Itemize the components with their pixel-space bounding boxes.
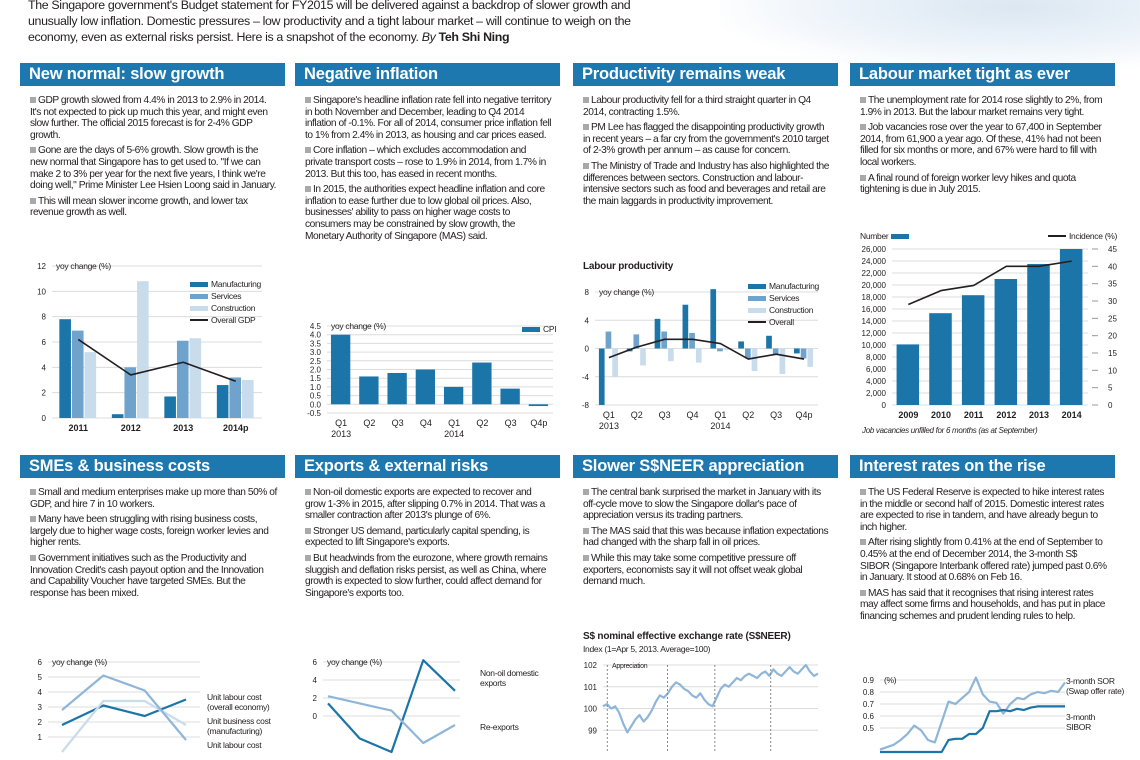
- bullet-icon: [305, 555, 311, 561]
- section-new-normal-slow-growth: [20, 63, 285, 223]
- y-tick-label: 99: [588, 726, 597, 736]
- x-tick-label: Q4: [419, 418, 432, 428]
- bullet-icon: [583, 163, 589, 169]
- y-tick-label: 2: [37, 718, 42, 727]
- legend-swatch-icon: [190, 306, 208, 311]
- x-tick-label: 2009: [898, 410, 919, 420]
- y-tick-label: 3.0: [309, 348, 321, 358]
- paragraph: The US Federal Reserve is expected to hike interest rates in the middle or second half of 2015. Domestic interest rates are expected to rise in tandem, and have already begun to inch higher.: [860, 487, 1104, 533]
- paragraph: Small and medium enterprises make up more than 50% of GDP, and hire 7 in 10 workers.: [30, 487, 277, 510]
- legend-line-icon: [190, 319, 208, 321]
- bar-manufacturing: [738, 341, 744, 348]
- y-axis-label: yoy change (%): [52, 657, 107, 667]
- legend-item: Services: [748, 293, 799, 303]
- bar-cpi: [444, 387, 463, 404]
- paragraph: While this may take some competitive pressure off exporters, economists say it will not offset weak global demand much.: [583, 552, 803, 588]
- series-label: Non-oil domestic exports: [480, 668, 539, 688]
- x-tick-label: Q3: [770, 410, 783, 420]
- y-tick-label: 0: [881, 401, 886, 410]
- bar-services: [801, 349, 807, 359]
- y2-tick-label: 0: [1108, 401, 1113, 410]
- bullet-icon: [305, 147, 311, 153]
- bar-services: [773, 349, 779, 355]
- x-tick-label: 2011: [963, 410, 984, 420]
- y-tick-label: 6,000: [865, 365, 886, 374]
- y-tick-label: 12,000: [861, 329, 886, 338]
- y-tick-label: -0.5: [307, 409, 321, 418]
- section-body: [295, 86, 560, 242]
- bar-construction: [242, 380, 254, 418]
- x-tick-label: Q1: [714, 410, 727, 420]
- series-label: Unit business cost (manufacturing): [207, 716, 271, 736]
- line-unit-business-cost-manufacturing-: [62, 701, 186, 752]
- y-tick-label: 4: [584, 316, 589, 326]
- x-tick-label: Q1: [335, 418, 348, 428]
- paragraph: PM Lee has flagged the disappointing productivity growth in recent years – a far cry from the government's 2010 target of 2-3% growth per annum – as cause for concern.: [583, 122, 829, 157]
- bar-cpi: [387, 373, 406, 404]
- y-tick-label: 10: [37, 287, 46, 297]
- line-s-neer: [603, 665, 818, 732]
- series-label: Unit labour cost: [207, 740, 262, 750]
- line-non-oil-domestic-exports: [328, 660, 455, 752]
- bar-manufacturing: [683, 305, 689, 349]
- bullet-icon: [305, 528, 311, 534]
- bar-manufacturing: [164, 396, 176, 418]
- chart-subtitle: Index (1=Apr 5, 2013. Average=100): [583, 644, 711, 654]
- bullet-icon: [860, 539, 866, 545]
- bar-number: [962, 295, 985, 405]
- bar-services: [606, 332, 612, 349]
- y2-tick-label: 20: [1108, 331, 1117, 341]
- y-tick-label: 16,000: [861, 305, 886, 314]
- legend-swatch-icon: [190, 282, 208, 287]
- y-axis-label: yoy change (%): [327, 657, 382, 667]
- paragraph: A final round of foreign worker levy hikes and quota tightening is due in July 2015.: [860, 172, 1076, 196]
- section-smes-business-costs: [20, 455, 285, 603]
- bullet-icon: [583, 489, 589, 495]
- x-tick-label: Q3: [391, 418, 404, 428]
- x-tick-label: Q2: [476, 418, 489, 428]
- y-tick-label: 8: [41, 312, 46, 322]
- x-year-label: 2013: [598, 421, 619, 431]
- y-tick-label: 0.5: [309, 391, 321, 401]
- y-tick-label: 2: [312, 694, 317, 703]
- section-body: [850, 86, 1115, 196]
- y-tick-label: 1.5: [309, 374, 321, 384]
- bar-construction: [137, 281, 149, 418]
- bullet-icon: [583, 124, 589, 130]
- section-body: [20, 86, 285, 219]
- bullet-icon: [30, 516, 36, 522]
- y-tick-label: 0.6: [862, 712, 874, 721]
- section-header: Interest rates on the rise: [850, 455, 1115, 478]
- y-axis-label: yoy change (%): [331, 321, 386, 331]
- paragraph: Core inflation – which excludes accommodation and private transport costs – rose to 1.9% in 2014, from 1.7% in 2013. But this too, has eased in recent months.: [305, 145, 546, 180]
- bullet-icon: [860, 124, 866, 130]
- x-tick-label: 2014: [1061, 410, 1082, 420]
- legend-swatch-icon: [891, 234, 909, 239]
- section-body: [573, 478, 838, 588]
- y-tick-label: 8: [584, 288, 589, 297]
- section-interest-rates-on-the-rise: [850, 455, 1115, 627]
- y-axis-label: (%): [884, 675, 897, 685]
- y-tick-label: 10,000: [861, 341, 886, 350]
- legend-swatch-icon: [522, 327, 540, 332]
- bar-number: [995, 279, 1018, 405]
- paragraph: The MAS said that this was because inflation expectations had changed with the sharp fall in oil prices.: [583, 525, 829, 549]
- bar-number: [897, 344, 920, 405]
- bullet-icon: [583, 97, 589, 103]
- y-tick-label: 100: [583, 704, 597, 714]
- chart-cpi: [295, 318, 559, 443]
- x-year-label: 2014: [710, 421, 731, 431]
- paragraph: But headwinds from the eurozone, where growth remains sluggish and deflation risks persist, as well as China, where growth is expected to slow further, could affect demand for Singapore's exports too.: [305, 552, 548, 599]
- y-tick-label: 0.7: [862, 700, 874, 709]
- legend-item: Overall: [748, 317, 794, 327]
- bar-manufacturing: [794, 349, 800, 354]
- line-unit-labour-cost-overall-economy-: [62, 700, 186, 726]
- y-tick-label: 4: [37, 688, 42, 697]
- x-tick-label: Q3: [504, 418, 517, 428]
- x-tick-label: Q1: [448, 418, 461, 428]
- legend-item: Construction: [190, 303, 255, 313]
- chart-vac: [850, 240, 1117, 440]
- y-tick-label: 0: [312, 712, 317, 721]
- paragraph: Many have been struggling with rising business costs, largely due to higher wage costs, foreign worker levies and higher rents.: [30, 514, 269, 549]
- paragraph: Job vacancies rose over the year to 67,400 in September 2014, from 61,900 a year ago. Of these, 41% had not been filled for six months or more, and 67% were hard to fill with local workers.: [860, 122, 1102, 168]
- bar-construction: [780, 349, 786, 374]
- x-tick-label: Q4p: [530, 418, 548, 428]
- section-header: SMEs & business costs: [20, 455, 285, 478]
- section-slower-s-neer-appreciation: [573, 455, 838, 592]
- bullet-icon: [30, 198, 36, 204]
- x-tick-label: 2011: [68, 423, 89, 433]
- bullet-icon: [860, 97, 866, 103]
- y-tick-label: 6: [312, 658, 317, 667]
- y2-tick-label: 10: [1108, 366, 1117, 376]
- bar-construction: [696, 349, 702, 363]
- y-tick-label: 0.8: [862, 688, 874, 697]
- section-body: [573, 86, 838, 207]
- bar-construction: [752, 349, 758, 372]
- legend-item: Overall GDP: [190, 315, 255, 325]
- series-label: Unit labour cost (overall economy): [207, 692, 270, 712]
- bar-manufacturing: [112, 414, 124, 418]
- legend-item: Number: [860, 231, 909, 241]
- bullet-icon: [305, 489, 311, 495]
- x-tick-label: Q1: [602, 410, 615, 420]
- legend-item: CPI: [522, 324, 556, 334]
- bar-number: [1060, 249, 1083, 405]
- bar-cpi: [472, 363, 491, 405]
- y-tick-label: 18,000: [861, 293, 886, 302]
- paragraph: In 2015, the authorities expect headline inflation and core inflation to ease further due to low global oil prices. Also, businesses' ability to pass on higher wage costs to consumers may be constrained by slow growth, the Monetary Authority of Singapore (MAS) said.: [305, 184, 545, 242]
- legend-item: Services: [190, 291, 241, 301]
- section-exports-external-risks: [295, 455, 560, 603]
- bar-services: [689, 333, 695, 349]
- section-header: Exports & external risks: [295, 455, 560, 478]
- bar-cpi: [331, 335, 350, 405]
- y-tick-label: 2.5: [309, 356, 321, 366]
- bar-construction: [85, 352, 97, 418]
- series-label: 3-month SOR (Swap offer rate): [1066, 676, 1125, 696]
- bar-manufacturing: [766, 336, 772, 349]
- chart-title: Labour productivity: [583, 261, 674, 272]
- section-body: [295, 478, 560, 599]
- bar-construction: [807, 349, 813, 367]
- bar-cpi: [359, 376, 378, 404]
- y-tick-label: -4: [581, 372, 589, 382]
- x-tick-label: Q2: [363, 418, 376, 428]
- paragraph: The central bank surprised the market in January with its off-cycle move to slow the Singapore dollar's pace of appreciation versus its trading partners.: [583, 487, 821, 522]
- chart-caption: Job vacancies unfilled for 6 months (as at September): [862, 426, 1038, 435]
- y-tick-label: 4: [312, 676, 317, 685]
- bar-manufacturing: [710, 289, 716, 348]
- x-tick-label: 2012: [996, 410, 1017, 420]
- y-tick-label: 5: [37, 673, 42, 682]
- bar-construction: [190, 338, 202, 418]
- legend-item: Incidence (%): [1048, 231, 1117, 241]
- paragraph: Government initiatives such as the Productivity and Innovation Credit's cash payout option and the Innovation and Capability Voucher have targeted SMEs. But the response has been mixed.: [30, 552, 264, 599]
- paragraph: Stronger US demand, particularly capital spending, is expected to lift Singapore's exports.: [305, 525, 530, 549]
- paragraph: Singapore's headline inflation rate fell into negative territory in both November and December, leading to Q4 2014 inflation of -0.1%. For all of 2014, consumer price inflation fell to 1% from 2.4% in 2013, as housing and car prices eased.: [305, 95, 552, 141]
- bar-number: [1027, 264, 1050, 405]
- y2-tick-label: 35: [1108, 279, 1117, 289]
- y-tick-label: 102: [583, 661, 597, 670]
- chart-title: S$ nominal effective exchange rate (S$NEER): [583, 631, 791, 642]
- line-re-exports: [328, 696, 455, 743]
- legend-item: Construction: [748, 305, 813, 315]
- legend-swatch-icon: [748, 284, 766, 289]
- y2-tick-label: 40: [1108, 262, 1117, 272]
- y-tick-label: 4,000: [865, 377, 886, 386]
- y-tick-label: 4.0: [309, 330, 321, 340]
- bar-manufacturing: [655, 319, 661, 349]
- y-tick-label: 2,000: [865, 389, 886, 398]
- section-negative-inflation: [295, 63, 560, 246]
- bullet-icon: [583, 528, 589, 534]
- bar-cpi: [529, 404, 548, 406]
- section-header: Productivity remains weak: [573, 63, 838, 86]
- y-tick-label: 12: [37, 262, 46, 271]
- bullet-icon: [30, 147, 36, 153]
- bar-services: [229, 377, 241, 418]
- x-tick-label: Q2: [630, 410, 643, 420]
- legend-swatch-icon: [748, 296, 766, 301]
- bullet-icon: [30, 97, 36, 103]
- section-header: Negative inflation: [295, 63, 560, 86]
- legend-item: Manufacturing: [190, 279, 261, 289]
- y-tick-label: 0: [584, 344, 589, 354]
- paragraph: After rising slightly from 0.41% at the end of September to 0.45% at the end of December 2014, the 3-month S$ SIBOR (Singapore Interbank offered rate) jumped past 0.6% in January. It stood at 0.68% on Feb 16.: [860, 537, 1107, 584]
- x-tick-label: 2014p: [222, 423, 249, 433]
- bullet-icon: [583, 555, 589, 561]
- paragraph: GDP growth slowed from 4.4% in 2013 to 2.9% in 2014. It's not expected to pick up much this year, and might even slow further. The official 2015 forecast is for 2-4% GDP growth.: [30, 95, 268, 141]
- bar-services: [717, 349, 723, 352]
- intro-text: The Singapore government's Budget statement for FY2015 will be delivered against a backdrop of slower growth and unusually low inflation. Domestic pressures – low productivity and a tight labour market – will continue to weigh on the economy, even as external risks persist. Here is a snapshot of the economy. By Teh Shi Ning: [28, 0, 631, 44]
- x-tick-label: Q2: [742, 410, 755, 420]
- series-label: Re-exports: [480, 722, 519, 732]
- section-header: Slower S$NEER appreciation: [573, 455, 838, 478]
- y-tick-label: 24,000: [861, 257, 886, 266]
- x-tick-label: 2013: [173, 423, 194, 433]
- x-tick-label: Q3: [658, 410, 671, 420]
- bar-construction: [640, 349, 646, 366]
- bar-cpi: [500, 389, 519, 405]
- series-label: 3-month SIBOR: [1066, 712, 1096, 732]
- paragraph: Labour productivity fell for a third straight quarter in Q4 2014, contracting 1.5%.: [583, 95, 811, 118]
- chart-annotation: Appreciation: [612, 663, 648, 670]
- bullet-icon: [305, 97, 311, 103]
- bullet-icon: [305, 186, 311, 192]
- y2-tick-label: 25: [1108, 314, 1117, 324]
- bar-services: [177, 341, 189, 418]
- bullet-icon: [30, 555, 36, 561]
- y-tick-label: -8: [581, 401, 589, 410]
- y-tick-label: 3.5: [309, 339, 321, 349]
- y-tick-label: 22,000: [861, 269, 886, 278]
- y-tick-label: 3: [37, 703, 42, 712]
- x-tick-label: 2010: [930, 410, 952, 420]
- bar-construction: [612, 349, 618, 377]
- legend-swatch-icon: [190, 294, 208, 299]
- legend-line-icon: [748, 321, 766, 323]
- bullet-icon: [860, 590, 866, 596]
- legend-swatch-icon: [748, 308, 766, 313]
- section-header: New normal: slow growth: [20, 63, 285, 86]
- paragraph: This will mean slower income growth, and lower tax revenue growth as well.: [30, 195, 248, 219]
- section-header: Labour market tight as ever: [850, 63, 1115, 86]
- bullet-icon: [860, 489, 866, 495]
- legend-item: Manufacturing: [748, 281, 819, 291]
- paragraph: The Ministry of Trade and Industry has also highlighted the differences between sectors. Construction and labour-intensive sectors such as food and beverages and retail are the main laggards in productivity improvement.: [583, 160, 829, 207]
- bullet-icon: [860, 175, 866, 181]
- bullet-icon: [30, 489, 36, 495]
- bar-cpi: [416, 370, 435, 405]
- x-tick-label: 2013: [1028, 410, 1050, 420]
- y-tick-label: 1.0: [309, 382, 321, 392]
- y-tick-label: 0: [41, 414, 46, 423]
- chart-sneer: [573, 660, 837, 756]
- bar-manufacturing: [217, 385, 229, 418]
- y-tick-label: 2: [41, 388, 46, 398]
- legend-line-icon: [1048, 235, 1066, 237]
- y-tick-label: 1: [37, 733, 42, 742]
- y-axis-label: yoy change (%): [599, 287, 654, 297]
- y-tick-label: 8,000: [865, 353, 886, 362]
- line-overall-gdp: [78, 339, 236, 381]
- bar-manufacturing: [599, 349, 605, 406]
- y-tick-label: 6: [41, 338, 46, 347]
- y-tick-label: 2.0: [309, 365, 321, 375]
- x-tick-label: Q4: [686, 410, 699, 420]
- y2-tick-label: 45: [1108, 245, 1117, 254]
- y-tick-label: 101: [583, 682, 597, 692]
- x-tick-label: Q4p: [795, 410, 813, 420]
- y-tick-label: 4: [41, 363, 46, 373]
- y-tick-label: 20,000: [861, 281, 886, 290]
- bar-services: [72, 331, 84, 418]
- bar-manufacturing: [59, 319, 71, 418]
- x-tick-label: 2012: [120, 423, 141, 433]
- background-map: [720, 0, 1140, 70]
- paragraph: The unemployment rate for 2014 rose slightly to 2%, from 1.9% in 2013. But the labour market remains very tight.: [860, 95, 1103, 118]
- y-tick-label: 4.5: [309, 322, 321, 331]
- paragraph: Non-oil domestic exports are expected to recover and grow 1-3% in 2015, after slipping 0.7% in 2014. That was a smaller contraction after 2013's plunge of 6%.: [305, 487, 545, 522]
- y-tick-label: 14,000: [861, 317, 886, 326]
- paragraph: Gone are the days of 5-6% growth. Slow growth is the new normal that Singapore has to get used to. "If we can make 2 to 3% per year for the next five years, I think we're doing well," Prime Minister Lee Hsien Loong said in January.: [30, 145, 276, 192]
- y-tick-label: 0.0: [309, 400, 321, 410]
- section-productivity-remains-weak: [573, 63, 838, 211]
- y-tick-label: 6: [37, 658, 42, 667]
- section-body: [20, 478, 285, 599]
- y2-tick-label: 30: [1108, 297, 1117, 306]
- x-year-label: 2014: [444, 429, 465, 439]
- line-3-month-sor-swap-offer-rate-: [880, 678, 1065, 750]
- section-body: [850, 478, 1115, 623]
- paragraph: MAS has said that it recognises that rising interest rates may affect some firms and households, and has put in place financing schemes and prudent lending rules to help.: [860, 587, 1105, 622]
- line-3-month-sibor: [880, 706, 1065, 752]
- bar-number: [929, 313, 952, 405]
- y-tick-label: 0.9: [862, 676, 874, 685]
- x-year-label: 2013: [331, 429, 352, 439]
- y-axis-label: yoy change (%): [56, 261, 111, 271]
- bar-construction: [668, 349, 674, 362]
- y-tick-label: 26,000: [861, 245, 886, 254]
- y2-tick-label: 5: [1108, 383, 1113, 393]
- y-tick-label: 0.5: [862, 724, 874, 733]
- section-labour-market-tight-as-ever: [850, 63, 1115, 200]
- y2-tick-label: 15: [1108, 349, 1117, 358]
